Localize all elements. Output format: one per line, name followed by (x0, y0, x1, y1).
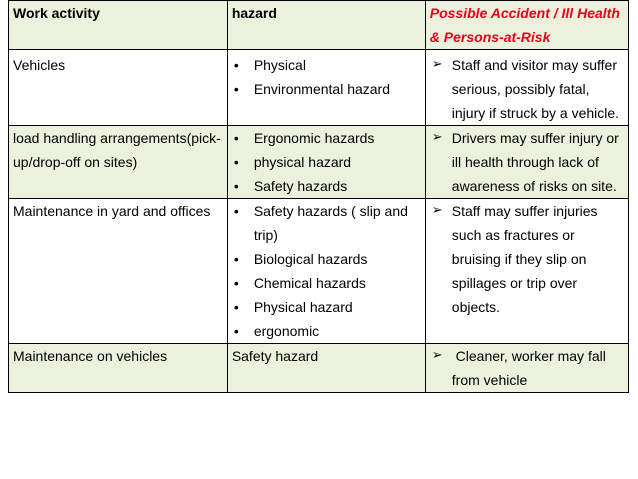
arrow-bullet-icon: ➢ (431, 203, 443, 218)
hazard-item: • Ergonomic hazards (232, 126, 419, 150)
risk-cell (425, 50, 628, 126)
risk-text: Staff may suffer injuries such as fractures or bruising if they slip on spillages or trip over objects. (451, 203, 598, 315)
hazard-cell (227, 50, 425, 126)
arrow-bullet-icon: ➢ (431, 130, 443, 145)
hazard-item: • Chemical hazards (232, 271, 419, 295)
hazard-item: • Environmental hazard (232, 77, 419, 101)
arrow-bullet-icon: ➢ (431, 57, 443, 72)
hazard-item: • Physical hazard (232, 295, 419, 319)
header-hazard: hazard (227, 1, 425, 50)
risk-text: Staff and visitor may suffer serious, possibly fatal, injury if struck by a vehicle. (451, 57, 620, 121)
hazard-cell (227, 126, 425, 199)
hazard-cell: Safety hazard (227, 344, 425, 393)
hazard-item: • Safety hazards (232, 174, 419, 198)
risk-cell (425, 199, 628, 344)
table-row (9, 126, 629, 199)
hazard-cell (227, 199, 425, 344)
hazard-item: • Safety hazards ( slip and trip) (232, 199, 419, 247)
risk-text: Drivers may suffer injury or ill health through lack of awareness of risks on site. (451, 130, 619, 194)
header-row (9, 1, 629, 50)
table-row (9, 199, 629, 344)
header-work-activity: Work activity (9, 1, 228, 50)
hazard-item: • Biological hazards (232, 247, 419, 271)
table-row (9, 344, 629, 393)
hazard-item: • ergonomic (232, 319, 419, 343)
activity-cell: Vehicles (9, 50, 228, 126)
table-row (9, 50, 629, 126)
header-possible-accident: Possible Accident / Ill Health & Persons-at-Risk (425, 1, 628, 50)
risk-cell (425, 126, 628, 199)
hazard-item: • physical hazard (232, 150, 419, 174)
hazard-item: • Physical (232, 53, 419, 77)
risk-assessment-table (8, 0, 629, 393)
risk-text: Cleaner, worker may fall from vehicle (451, 348, 610, 388)
activity-cell: Maintenance on vehicles (9, 344, 228, 393)
risk-cell (425, 344, 628, 393)
arrow-bullet-icon: ➢ (431, 348, 443, 363)
activity-cell: load handling arrangements(pick-up/drop-off on sites) (9, 126, 228, 199)
activity-cell: Maintenance in yard and offices (9, 199, 228, 344)
